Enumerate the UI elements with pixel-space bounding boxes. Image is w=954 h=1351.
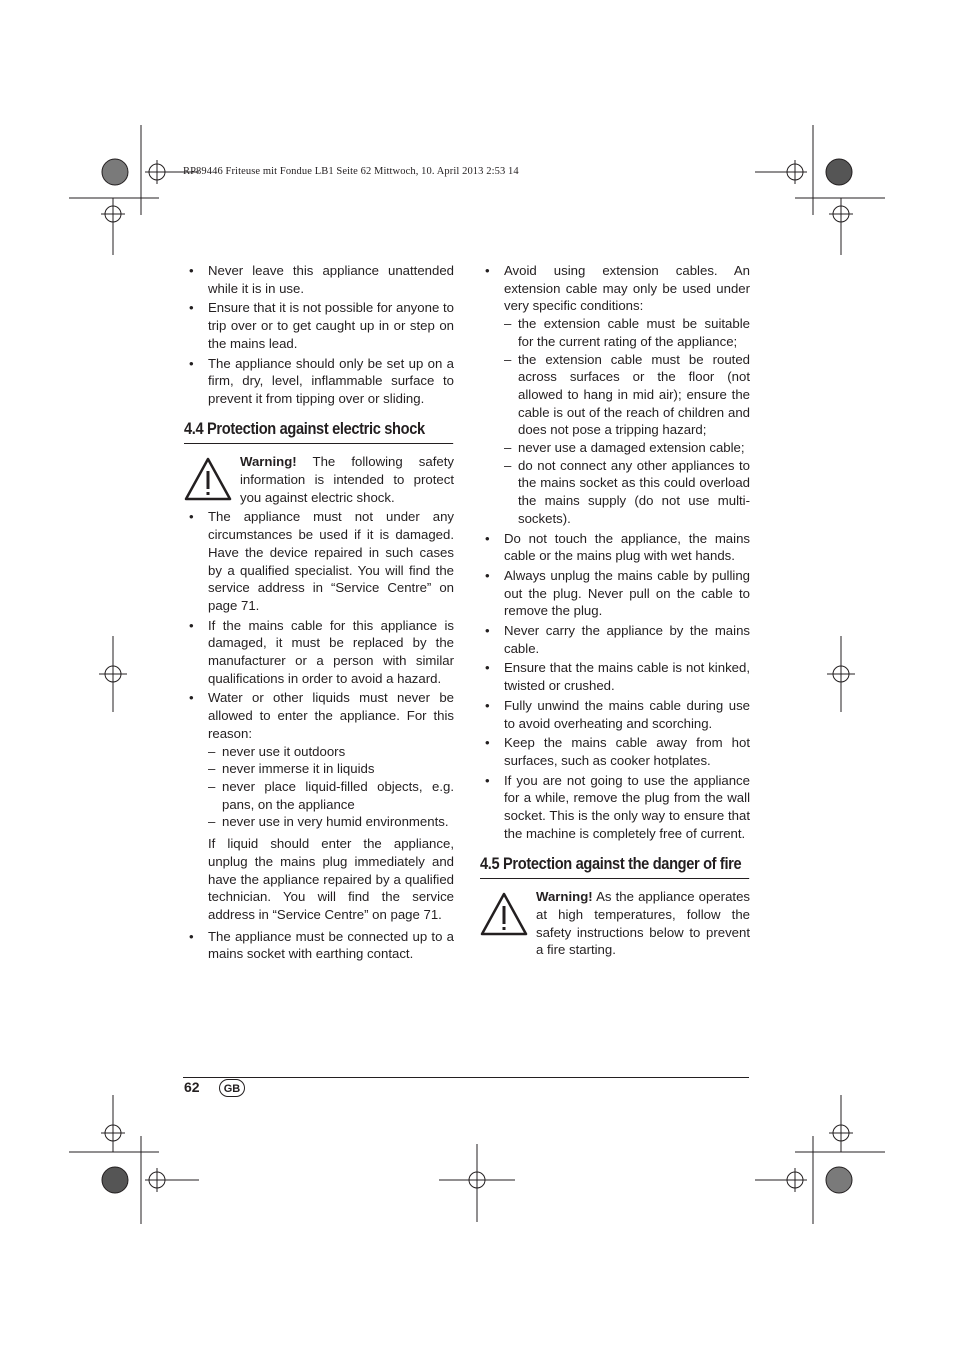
list-item: • Keep the mains cable away from hot surfaces, such as cooker hotplates. <box>485 735 750 768</box>
warning-text: As the appliance operates at high temperatures, follow the safety instructions below to prevent a fire starting. <box>536 889 750 958</box>
list-item: • Ensure that the mains cable is not kinked, twisted or crushed. <box>485 660 750 694</box>
footer-rule <box>183 1077 749 1078</box>
section-heading-electric-shock: 4.4 Protection against electric shock <box>184 420 453 445</box>
list-item: • If you are not going to use the appliance for a while, remove the plug from the wall socket. This is the only way to ensure that the machine is completely free of current. <box>485 772 750 841</box>
list-item: • Never leave this appliance unattended while it is in use. <box>189 263 454 296</box>
warning-triangle-icon <box>184 456 232 502</box>
list-item: • The appliance must be connected up to a mains socket with earthing contact. <box>189 928 454 962</box>
sub-item: – the extension cable must be routed across surfaces or the floor (not allowed to hang in mid air); ensure the cable is out of the reach of children and does not pose a tripping hazard; <box>504 351 750 438</box>
list-item: • Do not touch the appliance, the mains cable or the mains plug with wet hands. <box>485 530 750 564</box>
cable-list <box>480 262 750 843</box>
print-slug: RP89446 Friteuse mit Fondue LB1 Seite 62 Mittwoch, 10. April 2013 2:53 14 <box>183 166 519 177</box>
warning-box <box>184 453 454 506</box>
left-column <box>184 262 454 965</box>
page-number: 62 <box>184 1079 200 1095</box>
sub-item: – never place liquid-filled objects, e.g. pans, on the appliance <box>208 778 454 812</box>
warning-triangle-icon <box>480 891 528 937</box>
warning-text: The following safety information is intended to protect you against electric shock. <box>240 454 454 505</box>
water-sublist <box>208 743 454 832</box>
right-column <box>480 262 750 961</box>
water-followup: If liquid should enter the appliance, unplug the mains plug immediately and have the appliance repaired by a qualified technician. You will find the service address in “Service Centre” on page 71. <box>208 836 454 922</box>
list-item: • Avoid using extension cables. An extension cable may only be used under very specific conditions: – the extension cable must be suitable for the current rating of the appliance; – the extension cable must be routed across surfaces or the floor (not allowed to hang in mid air); ensure the cable is out of the reach of children and does not pose a tripping hazard; – never use a damaged extension cable; – do not connect any other appliances to the mains socket as this could overload the mains supply (do not use multi-sockets). <box>485 263 750 526</box>
section-heading-fire: 4.5 Protection against the danger of fire <box>480 855 749 880</box>
sub-item: – never use in very humid environments. <box>208 814 449 830</box>
sub-item: – never immerse it in liquids <box>208 761 375 777</box>
list-item: • The appliance must not under any circumstances be used if it is damaged. Have the device repaired in such cases by a qualified specialist. You will find the service address in “Service Centre” on page 71. <box>189 509 454 613</box>
list-item: • Ensure that it is not possible for anyone to trip over or to get caught up in or step on the mains lead. <box>189 300 454 351</box>
warning-label: Warning! <box>240 454 297 470</box>
sub-item: – never use a damaged extension cable; <box>504 440 745 456</box>
sub-item: – the extension cable must be suitable for the current rating of the appliance; <box>504 316 750 349</box>
list-item: • The appliance should only be set up on a firm, dry, level, inflammable surface to prevent it from tipping over or sliding. <box>189 355 454 406</box>
list-item: • Water or other liquids must never be allowed to enter the appliance. For this reason: – never use it outdoors – never immerse it in liquids – never place liquid-filled objects, e.g. pans, on the appliance – never use in very humid environments. If liquid should enter the appliance, unplug the mains plug immediately and have the appliance repaired by a qualified technician. You will find the service address in “Service Centre” on page 71. <box>189 690 454 922</box>
country-badge: GB <box>219 1079 245 1097</box>
sub-item: – never use it outdoors <box>208 743 346 759</box>
extension-sublist <box>504 315 750 527</box>
shock-list <box>184 508 454 963</box>
list-item: • Fully unwind the mains cable during use to avoid overheating and scorching. <box>485 697 750 731</box>
warning-label: Warning! <box>536 889 593 905</box>
intro-list <box>184 262 454 408</box>
list-item: • Never carry the appliance by the mains cable. <box>485 623 750 656</box>
sub-item: – do not connect any other appliances to the mains socket as this could overload the mains supply (do not use multi-sockets). <box>504 457 750 526</box>
list-item: • Always unplug the mains cable by pulling out the plug. Never pull on the cable to remove the plug. <box>485 567 750 619</box>
warning-box <box>480 888 750 959</box>
list-item: • If the mains cable for this appliance is damaged, it must be replaced by the manufacturer or a person with similar qualifications in order to avoid a hazard. <box>189 617 454 686</box>
